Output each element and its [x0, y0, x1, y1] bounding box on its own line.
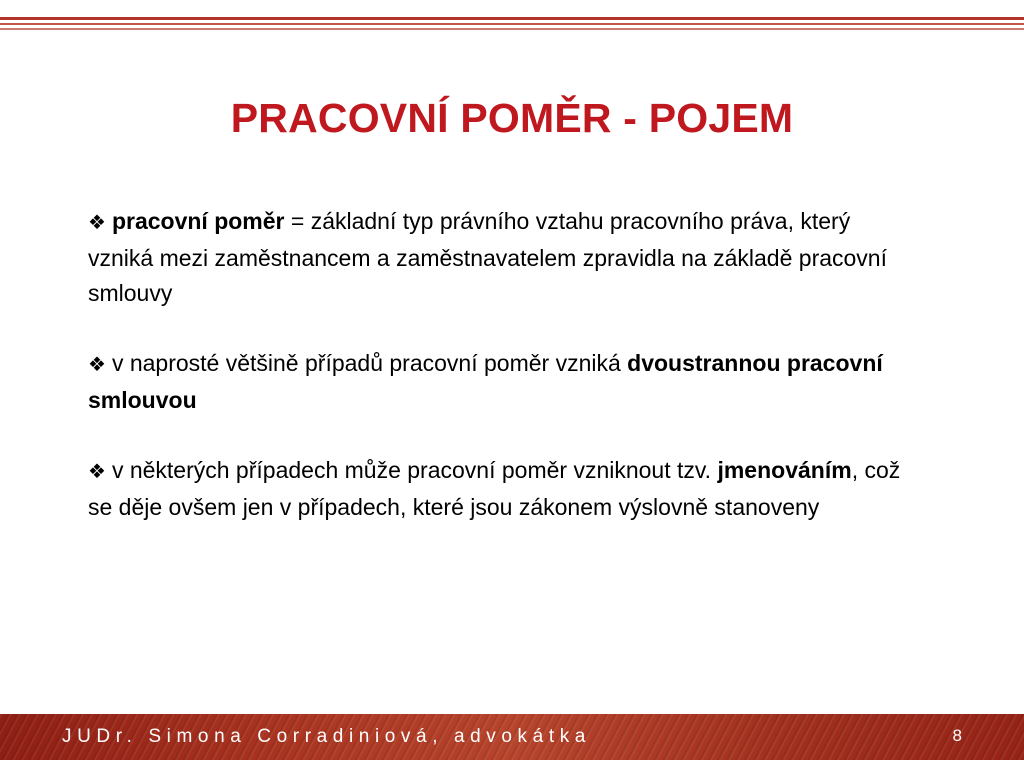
bullet-text: v naprosté většině případů pracovní poměr vzniká [111, 350, 628, 376]
diamond-bullet-icon: ❖ [88, 461, 106, 483]
bullet-item [88, 204, 908, 311]
top-rule [0, 23, 1024, 25]
footer-band [0, 714, 1024, 760]
bullet-bold-text: jmenováním [717, 457, 852, 483]
diamond-bullet-icon: ❖ [88, 212, 106, 234]
top-rule [0, 28, 1024, 30]
bullet-item [88, 453, 908, 525]
page-number: 8 [952, 726, 962, 745]
diamond-bullet-icon: ❖ [88, 354, 106, 376]
bullet-item [88, 346, 908, 418]
bullet-text: , což se děje ovšem jen v případech, které jsou zákonem výslovně stanoveny [88, 457, 901, 520]
bullet-text: = základní typ právního vztahu pracovního práva, který vzniká mezi zaměstnancem a zaměstnavatelem zpravidla na základě pracovní smlouvy [88, 208, 887, 306]
footer-author: JUDr. Simona Corradiniová, advokátka [62, 726, 591, 747]
slide-title: PRACOVNÍ POMĚR - POJEM [230, 95, 794, 141]
bullet-bold-text: pracovní poměr [111, 208, 285, 234]
bullet-list [88, 204, 908, 525]
top-rule [0, 17, 1024, 20]
bullet-bold-text: dvoustrannou pracovní smlouvou [88, 350, 883, 413]
bullet-text: v některých případech může pracovní poměr vzniknout tzv. [111, 457, 718, 483]
